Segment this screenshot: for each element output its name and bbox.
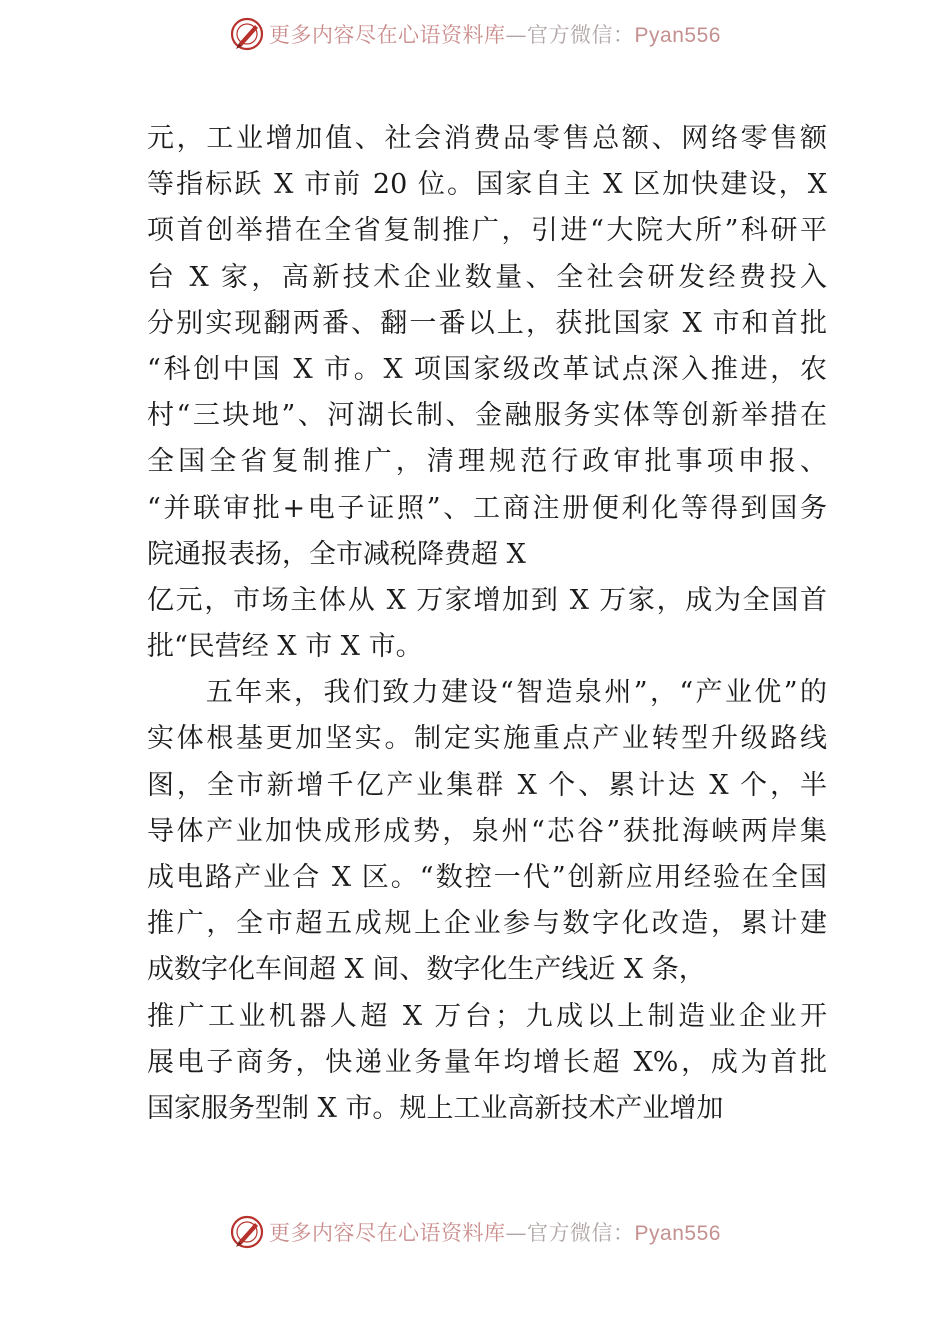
text-line: 亿元，市场主体从 X 万家增加到 X 万家，成为全国首 bbox=[147, 584, 827, 616]
text-line: 台 X 家，高新技术企业数量、全社会研发经费投入 bbox=[147, 261, 827, 293]
text-line: 推广，全市超五成规上企业参与数字化改造，累计建 bbox=[147, 908, 827, 940]
text-line: 批“民营经 X 市 X 市。 bbox=[147, 631, 423, 663]
text-line: 成电路产业合 X 区。“数控一代”创新应用经验在全国 bbox=[147, 862, 827, 893]
quill-pen-logo-icon bbox=[229, 16, 265, 52]
header-wechat-id: Pyan556 bbox=[634, 24, 721, 47]
text-line: 五年来，我们致力建设“智造泉州”，“产业优”的 bbox=[147, 677, 827, 709]
text-line: 展电子商务，快递业务量年均增长超 X%，成为首批 bbox=[147, 1046, 827, 1078]
text-line: 项首创举措在全省复制推广，引进“大院大所”科研平 bbox=[147, 215, 827, 247]
text-line: 分别实现翻两番、翻一番以上，获批国家 X 市和首批 bbox=[147, 307, 827, 339]
text-line: 院通报表扬，全市减税降费超 X bbox=[147, 538, 526, 570]
header-brand-text: 更多内容尽在心语资料库 bbox=[269, 23, 506, 47]
text-line: 图，全市新增千亿产业集群 X 个、累计达 X 个，半 bbox=[147, 769, 827, 801]
text-line: “并联审批+电子证照”、工商注册便利化等得到国务 bbox=[147, 492, 827, 524]
footer-banner bbox=[0, 1212, 950, 1252]
text-line: 导体产业加快成形成势，泉州“芯谷”获批海峡两岸集 bbox=[147, 815, 827, 847]
text-line: 元，工业增加值、社会消费品零售总额、网络零售额 bbox=[147, 123, 827, 154]
document-body bbox=[147, 116, 827, 1132]
text-line: 实体根基更加坚实。制定实施重点产业转型升级路线 bbox=[147, 723, 827, 755]
header-wechat-label: 官方微信： bbox=[527, 23, 635, 47]
header-banner bbox=[0, 14, 950, 54]
text-line: 全国全省复制推广，清理规范行政审批事项申报、 bbox=[147, 446, 827, 478]
text-line: 等指标跃 X 市前 20 位。国家自主 X 区加快建设，X bbox=[147, 169, 827, 201]
footer-wechat-id: Pyan556 bbox=[634, 1222, 721, 1245]
text-line: “科创中国 X 市。X 项国家级改革试点深入推进，农 bbox=[147, 353, 827, 385]
header-watermark-text bbox=[269, 19, 721, 49]
footer-dash: — bbox=[505, 1221, 528, 1245]
text-line: 成数字化车间超 X 间、数字化生产线近 X 条， bbox=[147, 954, 706, 986]
header-dash: — bbox=[505, 23, 528, 47]
footer-wechat-label: 官方微信： bbox=[527, 1221, 635, 1245]
footer-brand-text: 更多内容尽在心语资料库 bbox=[269, 1221, 506, 1245]
text-line: 国家服务型制 X 市。规上工业高新技术产业增加 bbox=[147, 1092, 724, 1124]
footer-watermark-text bbox=[269, 1217, 721, 1247]
text-line: 推广工业机器人超 X 万台；九成以上制造业企业开 bbox=[147, 1000, 827, 1032]
quill-pen-logo-icon bbox=[229, 1214, 265, 1250]
text-line: 村“三块地”、河湖长制、金融服务实体等创新举措在 bbox=[147, 400, 827, 432]
